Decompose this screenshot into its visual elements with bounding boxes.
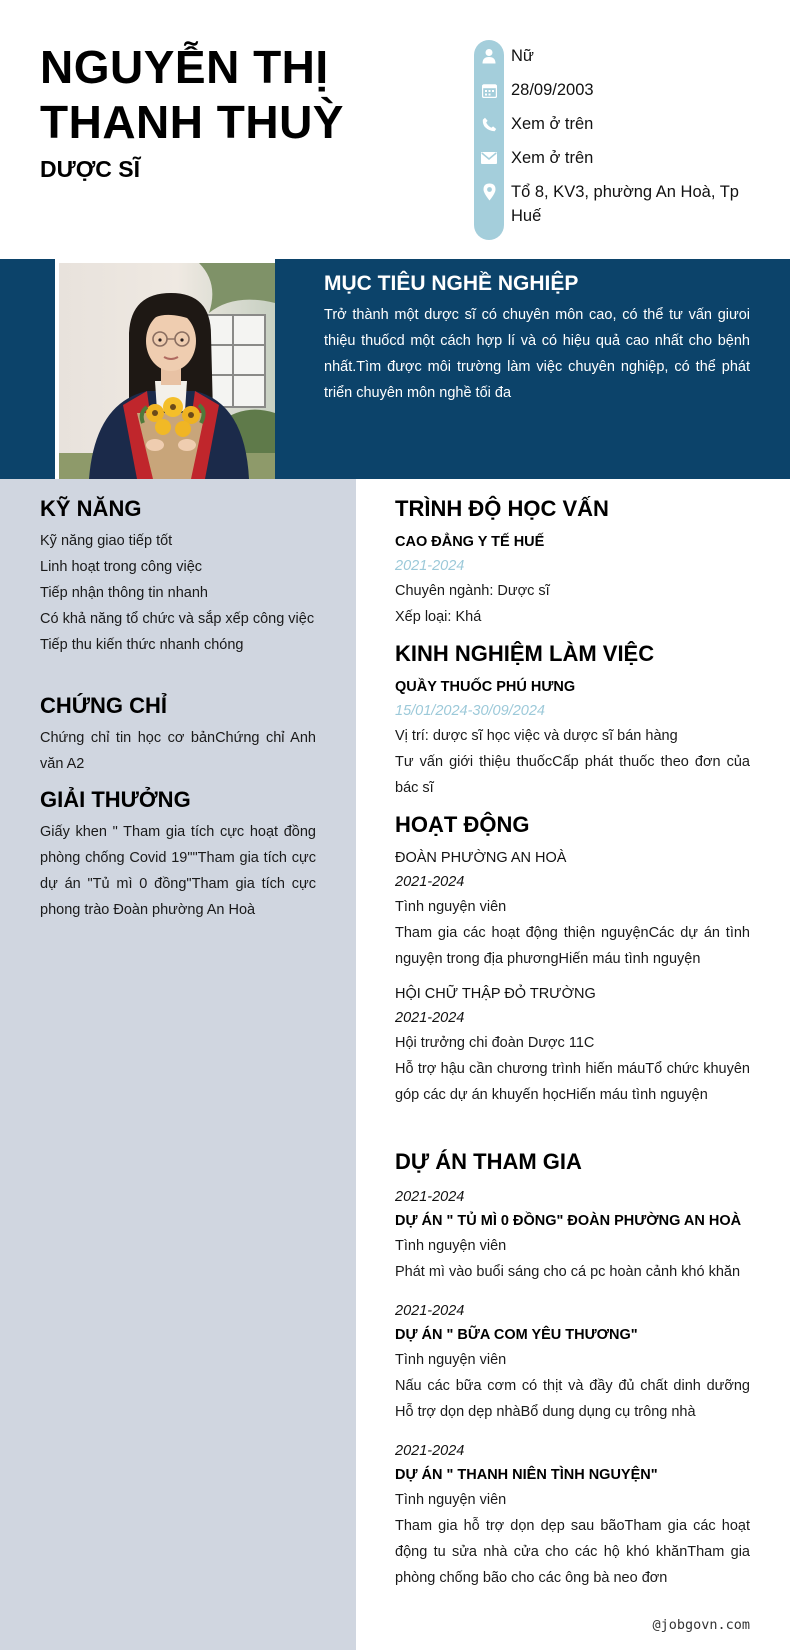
- projects-title: DỰ ÁN THAM GIA: [395, 1149, 582, 1174]
- certificates-section: [40, 691, 316, 777]
- skill-item: Có khả năng tổ chức và sắp xếp công việc: [40, 611, 315, 627]
- gender-value: Nữ: [511, 47, 534, 65]
- school-name: CAO ĐẲNG Y TẾ HUẾ: [395, 534, 545, 550]
- activity-role: Hội trưởng chi đoàn Dược 11C: [395, 1035, 595, 1051]
- objective-text: Trở thành một dược sĩ có chuyên môn cao, có thể tư vấn giưoi thiệu thuốcd một cách hợp lí và có hiệu quả cao nhất cho bệnh nhất.Tìm được môi trường làm việc chuyên nghiệp, có thể phát triển chuyên môn nghề tối đa: [324, 307, 750, 401]
- job-title: DƯỢC SĨ: [40, 156, 141, 182]
- skill-item: Tiếp thu kiến thức nhanh chóng: [40, 637, 244, 653]
- awards-text: Giấy khen " Tham gia tích cực hoạt đồng phòng chống Covid 19""Tham gia tích cực dự án "Tủ mì 0 đồng"Tham gia tích cực phong trào Đoàn phường An Hoà: [40, 824, 316, 918]
- awards-section: [40, 785, 316, 923]
- address-value: Tổ 8, KV3, phường An Hoà, Tp Huế: [511, 183, 739, 225]
- cv-header: [0, 0, 790, 259]
- mail-icon: [474, 146, 504, 170]
- project-item: [395, 1185, 750, 1285]
- project-role: Tình nguyện viên: [395, 1492, 507, 1508]
- info-phone: [474, 112, 764, 136]
- activity-item: [395, 982, 750, 1108]
- awards-title: GIẢI THƯỞNG: [40, 787, 191, 812]
- activity-desc: Hỗ trợ hậu cần chương trình hiến máuTổ chức khuyên góp các dự án khuyến họcHiến máu tình nguyện: [395, 1061, 750, 1103]
- birthday-value: 28/09/2003: [511, 81, 594, 99]
- project-item: [395, 1439, 750, 1591]
- activity-dates: 2021-2024: [395, 874, 465, 890]
- phone-icon: [474, 112, 504, 136]
- profile-photo: [59, 263, 275, 479]
- project-dates: 2021-2024: [395, 1189, 465, 1205]
- activity-dates: 2021-2024: [395, 1010, 465, 1026]
- project-dates: 2021-2024: [395, 1303, 465, 1319]
- phone-value: Xem ở trên: [511, 115, 594, 133]
- activity-org: ĐOÀN PHƯỜNG AN HOÀ: [395, 850, 567, 866]
- education-major: Chuyên ngành: Dược sĩ: [395, 583, 550, 599]
- project-role: Tình nguyện viên: [395, 1352, 507, 1368]
- info-address: [474, 180, 764, 228]
- activity-desc: Tham gia các hoạt động thiện nguyệnCác dự án tình nguyện trong địa phươngHiến máu tình nguyện: [395, 925, 750, 967]
- info-email: [474, 146, 764, 170]
- email-value: Xem ở trên: [511, 149, 594, 167]
- info-birthday: [474, 78, 764, 102]
- person-icon: [474, 44, 504, 68]
- projects-section: [395, 1147, 750, 1591]
- project-name: DỰ ÁN " TỦ MÌ 0 ĐỒNG" ĐOÀN PHƯỜNG AN HOÀ: [395, 1213, 742, 1229]
- project-name: DỰ ÁN " THANH NIÊN TÌNH NGUYỆN": [395, 1467, 658, 1483]
- project-dates: 2021-2024: [395, 1443, 465, 1459]
- name-line-2: THANH THUỲ: [40, 96, 344, 148]
- skill-item: Kỹ năng giao tiếp tốt: [40, 533, 173, 549]
- project-name: DỰ ÁN " BỮA COM YÊU THƯƠNG": [395, 1327, 638, 1343]
- experience-title: KINH NGHIỆM LÀM VIỆC: [395, 641, 655, 666]
- info-gender: [474, 44, 764, 68]
- experience-section: [395, 639, 750, 801]
- project-role: Tình nguyện viên: [395, 1238, 507, 1254]
- skills-title: KỸ NĂNG: [40, 496, 142, 521]
- skill-item: Linh hoạt trong công việc: [40, 559, 203, 575]
- experience-position: Vị trí: dược sĩ học việc và dược sĩ bán hàng: [395, 728, 678, 744]
- candidate-name: [40, 40, 440, 150]
- experience-dates: 15/01/2024-30/09/2024: [395, 703, 545, 719]
- personal-info: [474, 44, 764, 238]
- calendar-icon: [474, 78, 504, 102]
- education-grade: Xếp loại: Khá: [395, 609, 482, 625]
- certificates-text: Chứng chỉ tin học cơ bảnChứng chỉ Anh văn A2: [40, 730, 316, 772]
- education-section: [395, 494, 750, 630]
- experience-desc: Tư vấn giới thiệu thuốcCấp phát thuốc theo đơn của bác sĩ: [395, 754, 750, 796]
- profile-photo-frame: [55, 259, 275, 479]
- project-desc: Nấu các bữa cơm có thịt và đầy đủ chất dinh dưỡng Hỗ trợ dọn dẹp nhàBổ dung dụng cụ trông nhà: [395, 1378, 750, 1420]
- skills-section: [40, 494, 316, 658]
- certificates-title: CHỨNG CHỈ: [40, 693, 168, 718]
- activity-org: HỘI CHỮ THẬP ĐỎ TRƯỜNG: [395, 986, 596, 1002]
- company-name: QUẦY THUỐC PHÚ HƯNG: [395, 679, 576, 695]
- activity-item: [395, 846, 750, 972]
- activity-role: Tình nguyện viên: [395, 899, 507, 915]
- activities-title: HOẠT ĐỘNG: [395, 812, 530, 837]
- project-desc: Phát mì vào buổi sáng cho cá pc hoàn cảnh khó khăn: [395, 1264, 741, 1280]
- watermark: @jobgovn.com: [652, 1617, 750, 1633]
- name-line-1: NGUYỄN THỊ: [40, 41, 329, 93]
- project-item: [395, 1299, 750, 1425]
- education-title: TRÌNH ĐỘ HỌC VẤN: [395, 496, 609, 521]
- skill-item: Tiếp nhận thông tin nhanh: [40, 585, 208, 601]
- location-pin-icon: [474, 180, 504, 204]
- project-desc: Tham gia hỗ trợ dọn dẹp sau bãoTham gia các hoạt động tu sửa nhà cửa cho các hộ khó khănTham gia phòng chống bão cho các ông bà neo đơn: [395, 1518, 750, 1586]
- objective-title: MỤC TIÊU NGHỀ NGHIỆP: [324, 272, 579, 295]
- activities-section: [395, 810, 750, 1108]
- education-dates: 2021-2024: [395, 558, 465, 574]
